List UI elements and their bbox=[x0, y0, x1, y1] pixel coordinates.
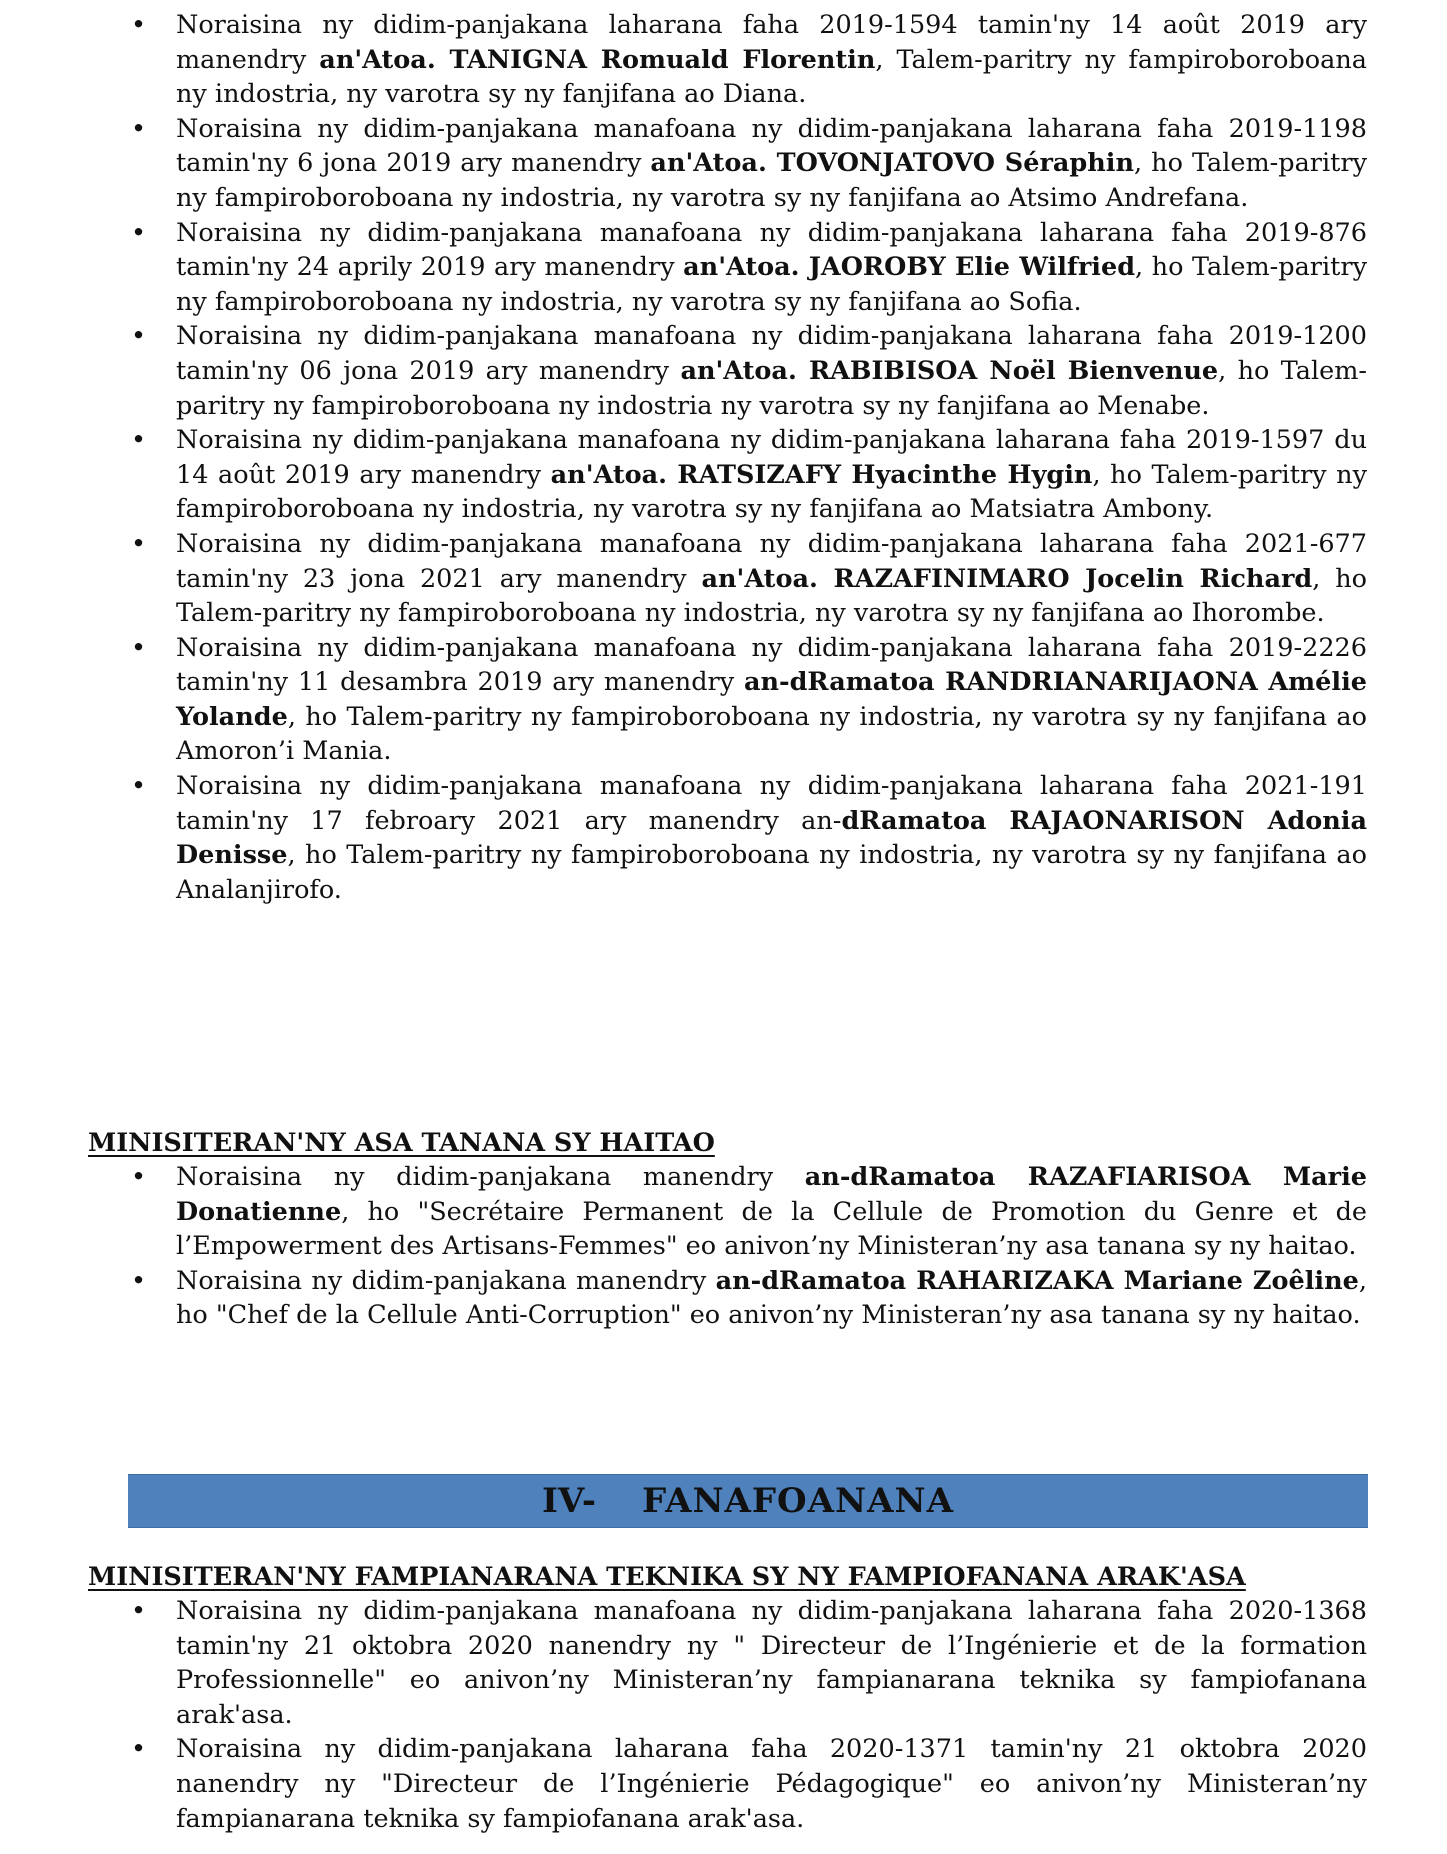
section-heading-teknika: MINISITERAN'NY FAMPIANARANA TEKNIKA SY NY FAMPIOFANANA ARAK'ASA bbox=[88, 1562, 1246, 1592]
list-item: • Noraisina ny didim-panjakana laharana faha 2019-1594 tamin'ny 14 août 2019 ary manendry an'Atoa. TANIGNA Romuald Florentin, Talem-paritry ny fampiroboroboana ny indostria, ny varotra sy ny fanjifana ao Diana. bbox=[131, 10, 1367, 110]
list-item: • Noraisina ny didim-panjakana laharana faha 2020-1371 tamin'ny 21 oktobra 2020 nanendry ny "Directeur de l’Ingénierie Pédagogique" eo anivon’ny Ministeran’ny fampianarana teknika sy fampiofanana arak'asa. bbox=[131, 1734, 1367, 1834]
bullet-icon: • bbox=[131, 632, 147, 663]
bullet-icon: • bbox=[131, 113, 147, 144]
bullet-icon: • bbox=[131, 1596, 147, 1626]
bullet-icon: • bbox=[131, 217, 147, 248]
list-item: • Noraisina ny didim-panjakana manendry an-dRamatoa RAHARIZAKA Mariane Zoêline, ho "Chef de la Cellule Anti-Corruption" eo anivon’ny Ministeran’ny asa tanana sy ny haitao. bbox=[131, 1265, 1367, 1331]
banner-title: FANAFOANANA bbox=[641, 1480, 954, 1521]
list-item: • Noraisina ny didim-panjakana manafoana ny didim-panjakana laharana faha 2019-1200 tamin'ny 06 jona 2019 ary manendry an'Atoa. RABIBISOA Noël Bienvenue, ho Talem-paritry ny fampiroboroboana ny indostria ny varotra sy ny fanjifana ao Menabe. bbox=[131, 321, 1367, 421]
bullet-icon: • bbox=[131, 1734, 147, 1765]
banner-number: IV- bbox=[542, 1480, 596, 1521]
list-item: • Noraisina ny didim-panjakana manafoana ny didim-panjakana laharana faha 2019-876 tamin'ny 24 aprily 2019 ary manendry an'Atoa. JAOROBY Elie Wilfried, ho Talem-paritry ny fampiroboroboana ny indostria, ny varotra sy ny fanjifana ao Sofia. bbox=[131, 217, 1367, 317]
bullet-icon: • bbox=[131, 1265, 147, 1296]
teknika-list bbox=[0, 1594, 1447, 1836]
list-item: • Noraisina ny didim-panjakana manafoana ny didim-panjakana laharana faha 2020-1368 tamin'ny 21 oktobra 2020 nanendry ny " Directeur de l’Ingénierie et de la formation Professionnelle" eo anivon’ny Ministeran’ny fampianarana teknika sy fampiofanana arak'asa. bbox=[131, 1596, 1367, 1730]
bullet-icon: • bbox=[131, 528, 147, 559]
bullet-icon: • bbox=[131, 1162, 147, 1192]
bullet-icon: • bbox=[131, 321, 147, 352]
bullet-icon: • bbox=[131, 10, 147, 40]
list-item: • Noraisina ny didim-panjakana manafoana ny didim-panjakana laharana faha 2019-2226 tamin'ny 11 desambra 2019 ary manendry an-dRamatoa RANDRIANARIJAONA Amélie Yolande, ho Talem-paritry ny fampiroboroboana ny indostria, ny varotra sy ny fanjifana ao Amoron’i Mania. bbox=[131, 632, 1367, 767]
bullet-icon: • bbox=[131, 771, 147, 802]
list-item: • Noraisina ny didim-panjakana manafoana ny didim-panjakana laharana faha 2021-677 tamin'ny 23 jona 2021 ary manendry an'Atoa. RAZAFINIMARO Jocelin Richard, ho Talem-paritry ny fampiroboroboana ny indostria, ny varotra sy ny fanjifana ao Ihorombe. bbox=[131, 528, 1368, 629]
regional-directors-list bbox=[0, 8, 1447, 907]
section-heading-asa-tanana: MINISITERAN'NY ASA TANANA SY HAITAO bbox=[88, 1128, 715, 1158]
list-item: • Noraisina ny didim-panjakana manendry an-dRamatoa RAZAFIARISOA Marie Donatienne, ho "Secrétaire Permanent de la Cellule de Promotion du Genre et de l’Empowerment des Artisans-Femmes" eo anivon’ny Ministeran’ny asa tanana sy ny haitao. bbox=[131, 1162, 1368, 1262]
section-banner bbox=[128, 1474, 1368, 1528]
asa-tanana-list bbox=[0, 1160, 1447, 1333]
list-item: • Noraisina ny didim-panjakana manafoana ny didim-panjakana laharana faha 2019-1597 du 14 août 2019 ary manendry an'Atoa. RATSIZAFY Hyacinthe Hygin, ho Talem-paritry ny fampiroboroboana ny indostria, ny varotra sy ny fanjifana ao Matsiatra Ambony. bbox=[131, 425, 1367, 525]
list-item: • Noraisina ny didim-panjakana manafoana ny didim-panjakana laharana faha 2019-1198 tamin'ny 6 jona 2019 ary manendry an'Atoa. TOVONJATOVO Séraphin, ho Talem-paritry ny fampiroboroboana ny indostria, ny varotra sy ny fanjifana ao Atsimo Andrefana. bbox=[131, 113, 1367, 213]
list-item: • Noraisina ny didim-panjakana manafoana ny didim-panjakana laharana faha 2021-191 tamin'ny 17 febroary 2021 ary manendry an-dRamatoa RAJAONARISON Adonia Denisse, ho Talem-paritry ny fampiroboroboana ny indostria, ny varotra sy ny fanjifana ao Analanjirofo. bbox=[131, 771, 1368, 905]
bullet-icon: • bbox=[131, 425, 147, 456]
